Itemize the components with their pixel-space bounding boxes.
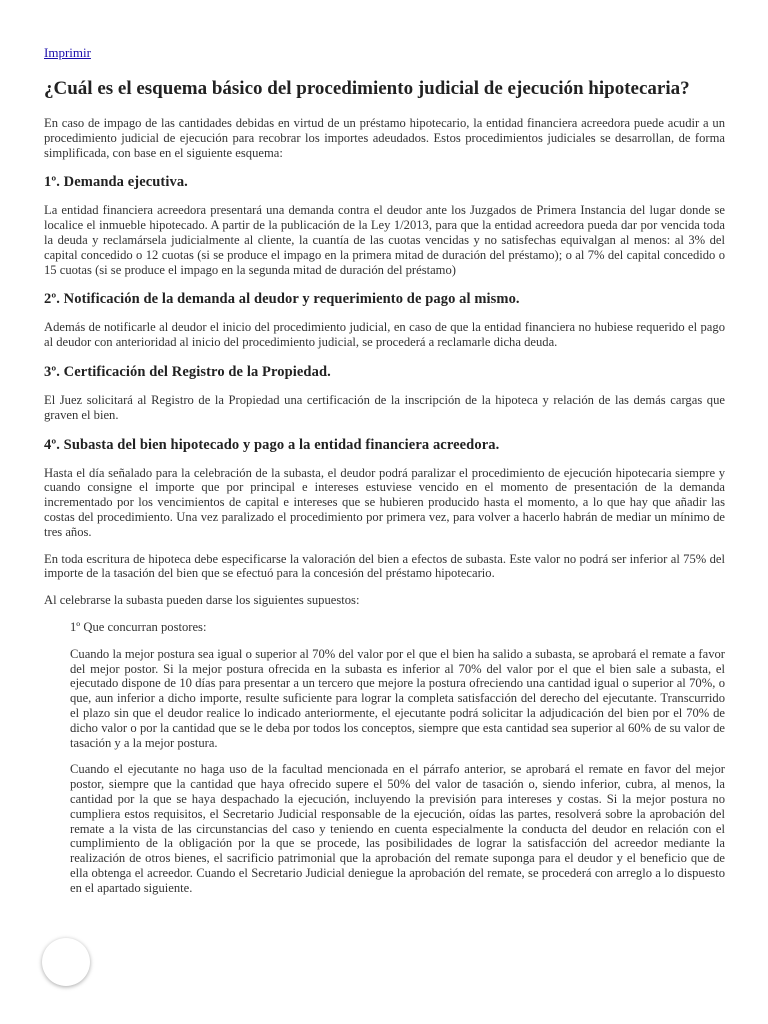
section-3-paragraph: El Juez solicitará al Registro de la Propiedad una certificación de la inscripción de la hipoteca y relación de las demás cargas que graven el bien. (44, 392, 725, 422)
print-link[interactable]: Imprimir (44, 45, 91, 60)
section-heading-3: 3º. Certificación del Registro de la Propiedad. (44, 363, 331, 380)
supuestos-block (44, 620, 725, 896)
section-heading-2: 2º. Notificación de la demanda al deudor y requerimiento de pago al mismo. (44, 291, 520, 308)
supuesto-paragraph-1: Cuando la mejor postura sea igual o superior al 70% del valor por el que el bien ha salido a subasta, se aprobará el remate a favor del mejor postor. Si la mejor postura ofrecida en la subasta es inferior al 70% del valor por el que el bien sale a subasta, el ejecutado dispone de 10 días para presentar a un tercero que mejore la postura ofreciendo una cantidad igual o superior al 70%, o que, aun inferior a dicho importe, resulte suficiente para lograr la completa satisfacción del derecho del ejecutante. Transcurrido el plazo sin que el deudor realice lo indicado anteriormente, el ejecutante podrá solicitar la adjudicación del bien por el 70% de dicho valor o por la cantidad que se le deba por todos los conceptos, siempre que esta cantidad sea superior al 60% de su valor de tasación y a la mejor postura. (70, 646, 725, 750)
supuesto-label: 1º Que concurran postores: (70, 619, 207, 634)
document-page (44, 44, 725, 907)
section-1-paragraph: La entidad financiera acreedora presentará una demanda contra el deudor ante los Juzgados de Primera Instancia del lugar donde se localice el inmueble hipotecado. A partir de la publicación de la Ley 1/2013, para que la entidad acreedora pueda dar por vencida toda la deuda y reclamársela judicialmente al cliente, la cuantía de las cuotas vencidas y no satisfechas equivalgan al menos: al 3% del capital concedido o 12 cuotas (si se produce el impago en la primera mitad de duración del préstamo); o al 7% del capital concedido o 15 cuotas (si se produce el impago en la segunda mitad de duración del préstamo) (44, 203, 725, 277)
floating-action-button[interactable] (42, 938, 90, 986)
supuesto-paragraph-2: Cuando el ejecutante no haga uso de la facultad mencionada en el párrafo anterior, se aprobará el remate en favor del mejor postor, siempre que la cantidad que haya ofrecido supere el 50% del valor de tasación o, siendo inferior, cubra, al menos, la cantidad por la que se haya despachado la ejecución, incluyendo la previsión para intereses y costas. Si la mejor postura no cumpliera estos requisitos, el Secretario Judicial responsable de la ejecución, oídas las partes, resolverá sobre la aprobación del remate a la vista de las circunstancias del caso y teniendo en cuenta especialmente la conducta del deudor en relación con el cumplimiento de la obligación por la que se procede, las posibilidades de lograr la satisfacción del acreedor mediante la realización de otros bienes, el sacrificio patrimonial que la aprobación del remate suponga para el deudor y el beneficio que de ella obtenga el acreedor. Cuando el Secretario Judicial deniegue la aprobación del remate, se procederá con arreglo a lo dispuesto en el apartado siguiente. (70, 762, 725, 895)
section-heading-1: 1º. Demanda ejecutiva. (44, 174, 188, 191)
page-title: ¿Cuál es el esquema básico del procedimiento judicial de ejecución hipotecaria? (44, 78, 690, 99)
section-heading-4: 4º. Subasta del bien hipotecado y pago a la entidad financiera acreedora. (44, 436, 500, 453)
section-4-paragraph-1: Hasta el día señalado para la celebración de la subasta, el deudor podrá paralizar el procedimiento de ejecución hipotecaria siempre y cuando consigne el importe que por principal e intereses estuviese vencido en el momento de presentación de la demanda incrementado por los vencimientos de capital e intereses que se hubieren producido hasta el momento, a lo que hay que añadir las costas del procedimiento. Una vez paralizado el procedimiento por primera vez, para volver a hacerlo habrán de mediar un mínimo de tres años. (44, 465, 725, 539)
section-2-paragraph: Además de notificarle al deudor el inicio del procedimiento judicial, en caso de que la entidad financiera no hubiese requerido el pago al deudor con anterioridad al inicio del procedimiento judicial, se procederá a reclamarle dicha deuda. (44, 320, 725, 350)
section-4-paragraph-3: Al celebrarse la subasta pueden darse los siguientes supuestos: (44, 593, 360, 608)
section-4-paragraph-2: En toda escritura de hipoteca debe especificarse la valoración del bien a efectos de subasta. Este valor no podrá ser inferior al 75% del importe de la tasación del bien que se efectuó para la concesión del préstamo hipotecario. (44, 551, 725, 581)
intro-paragraph: En caso de impago de las cantidades debidas en virtud de un préstamo hipotecario, la entidad financiera acreedora puede acudir a un procedimiento judicial de ejecución para recobrar los importes adeudados. Estos procedimientos judiciales se desarrollan, de forma simplificada, con base en el siguiente esquema: (44, 116, 725, 160)
